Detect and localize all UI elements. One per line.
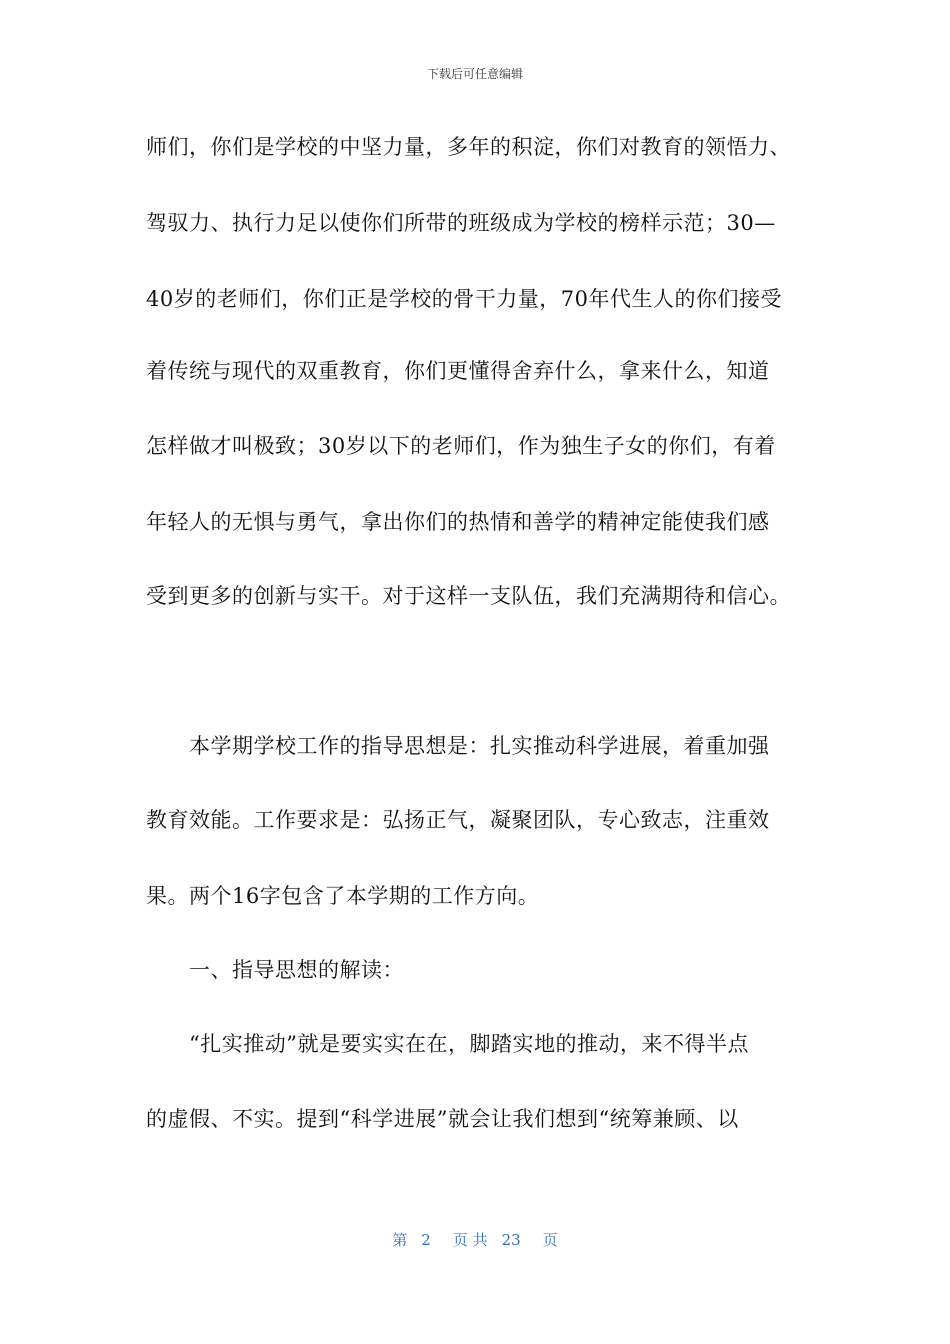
text-line-1: 师们，你们是学校的中坚力量，多年的积淀，你们对教育的领悟力、 bbox=[146, 135, 791, 159]
text-line-3: 40岁的老师们，你们正是学校的骨干力量，70年代生人的你们接受 bbox=[146, 287, 782, 311]
text-line-5: 怎样做才叫极致；30岁以下的老师们，作为独生子女的你们，有着 bbox=[146, 434, 776, 458]
text-line-6: 年轻人的无惧与勇气，拿出你们的热情和善学的精神定能使我们感 bbox=[146, 510, 770, 534]
footer-total-pages: 23 bbox=[501, 1231, 521, 1249]
text-line-2: 驾驭力、执行力足以使你们所带的班级成为学校的榜样示范；30— bbox=[146, 211, 776, 235]
text-line-10: 果。两个16字包含了本学期的工作方向。 bbox=[146, 884, 540, 908]
footer-suffix: 页 bbox=[542, 1231, 558, 1249]
page-footer bbox=[0, 1230, 950, 1250]
footer-page-number: 2 bbox=[421, 1231, 431, 1249]
text-line-4: 着传统与现代的双重教育，你们更懂得舍弃什么，拿来什么，知道 bbox=[146, 359, 770, 383]
page-header: 下载后可任意编辑 bbox=[426, 67, 523, 81]
text-line-12: “扎实推动”就是要实实在在，脚踏实地的推动，来不得半点 bbox=[146, 1032, 749, 1056]
text-line-7: 受到更多的创新与实干。对于这样一支队伍，我们充满期待和信心。 bbox=[146, 584, 791, 608]
text-line-9: 教育效能。工作要求是：弘扬正气，凝聚团队，专心致志，注重效 bbox=[146, 808, 770, 832]
text-line-13: 的虚假、不实。提到“科学进展”就会让我们想到“统筹兼顾、以 bbox=[146, 1107, 739, 1131]
footer-prefix: 第 bbox=[392, 1231, 408, 1249]
text-line-11: 一、指导思想的解读： bbox=[146, 958, 404, 982]
text-line-8: 本学期学校工作的指导思想是：扎实推动科学进展，着重加强 bbox=[146, 734, 770, 758]
footer-middle: 页 共 bbox=[452, 1231, 488, 1249]
